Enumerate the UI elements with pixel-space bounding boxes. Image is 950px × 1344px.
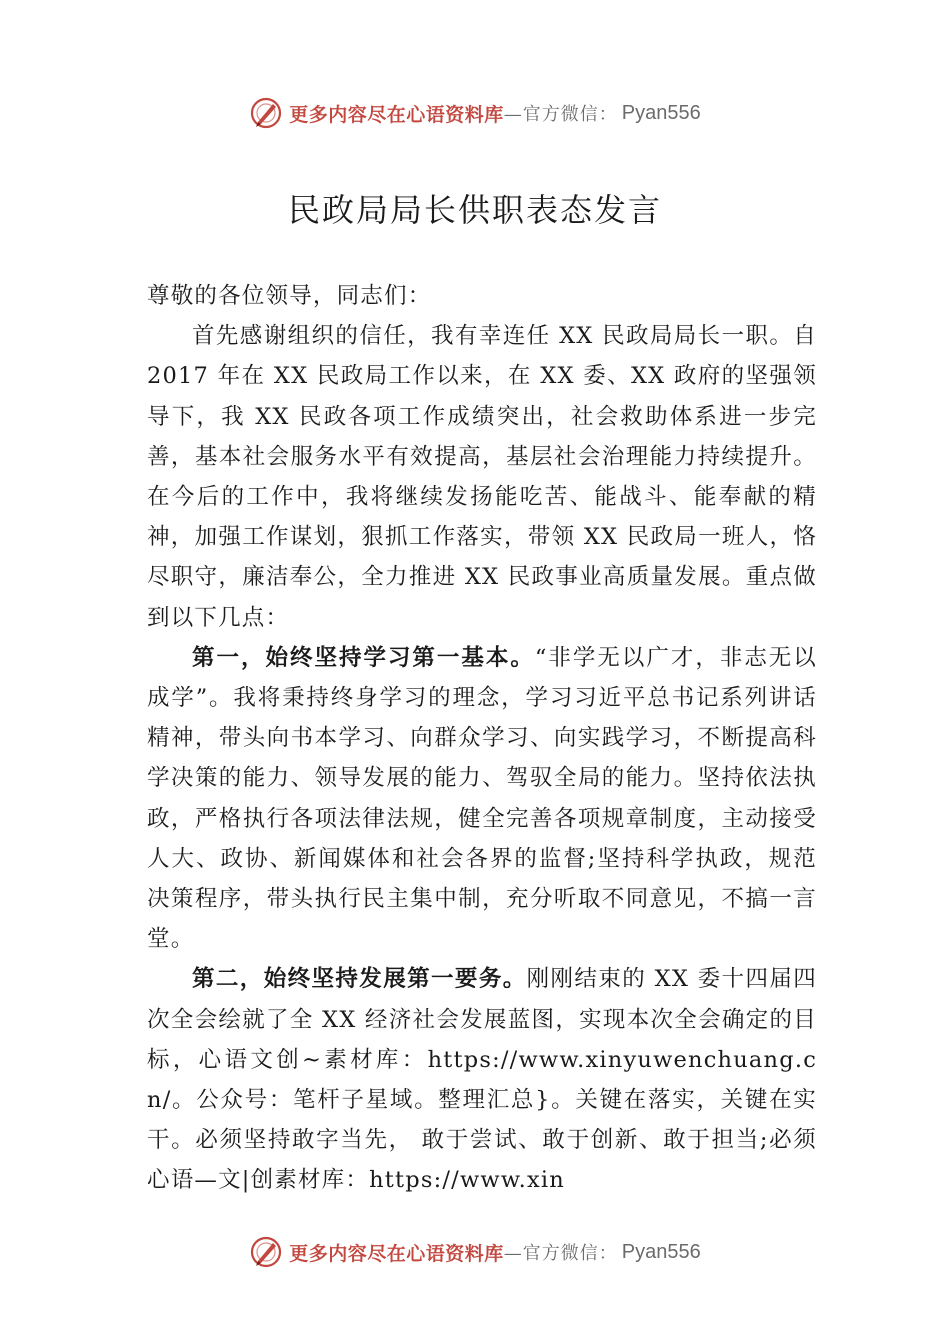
pen-seal-logo-icon (249, 1235, 283, 1269)
intro-paragraph: 首先感谢组织的信任，我有幸连任 XX 民政局局长一职。自 2017 年在 XX 民政局工作以来，在 XX 委、XX 政府的坚强领导下，我 XX 民政各项工作成绩突出，社会救助体系进一步完善，基本社会服务水平有效提高，基层社会治理能力持续提升。在今后的工作中，我将继续发扬能吃苦、能战斗、能奉献的精神，加强工作谋划，狠抓工作落实，带领 XX 民政局一班人，恪尽职守，廉洁奉公，全力推进 XX 民政事业高质量发展。重点做到以下几点： (147, 323, 817, 631)
banner-wechat-label: —官方微信： (503, 104, 618, 125)
header-watermark-banner (0, 93, 950, 133)
banner-library-text: 更多内容尽在心语资料库 (289, 1242, 504, 1265)
point-one-body: “非学无以广才，非志无以成学”。我将秉持终身学习的理念，学习习近平总书记系列讲话精神，带头向书本学习、向群众学习、向实践学习，不断提高科学决策的能力、领导发展的能力、驾驭全局的能力。坚持依法执政，严格执行各项法律法规，健全完善各项规章制度，主动接受人大、政协、新闻媒体和社会各界的监督;坚持科学执政，规范决策程序，带头执行民主集中制，充分听取不同意见，不搞一言堂。 (147, 644, 817, 953)
point-one-heading: 第一，始终坚持学习第一基本。 (192, 644, 535, 671)
banner-wechat-id: Pyan556 (621, 101, 701, 124)
pen-seal-logo-icon (249, 96, 283, 130)
document-title: 民政局局长供职表态发言 (287, 191, 662, 229)
salutation: 尊敬的各位领导，同志们： (147, 283, 432, 309)
document-body (147, 276, 817, 1201)
banner-wechat-id: Pyan556 (621, 1240, 701, 1263)
point-two-paragraph (147, 959, 817, 1200)
banner-wechat-label: —官方微信： (503, 1243, 618, 1264)
footer-watermark-banner (0, 1232, 950, 1272)
banner-library-text: 更多内容尽在心语资料库 (289, 103, 504, 126)
point-one-paragraph (147, 638, 817, 960)
point-two-heading: 第二，始终坚持发展第一要务。 (192, 966, 527, 993)
point-two-body: 刚刚结束的 XX 委十四届四次全会绘就了全 XX 经济社会发展蓝图，实现本次全会确定的目标，心语文创~素材库：https://www.xinyuwenchuang.cn/。公众号：笔杆子星域。整理汇总}。关键在落实，关键在实干。必须坚持敢字当先， 敢于尝试、敢于创新、敢于担当;必须心语—文|创素材库：https://www.xin (147, 966, 817, 1194)
